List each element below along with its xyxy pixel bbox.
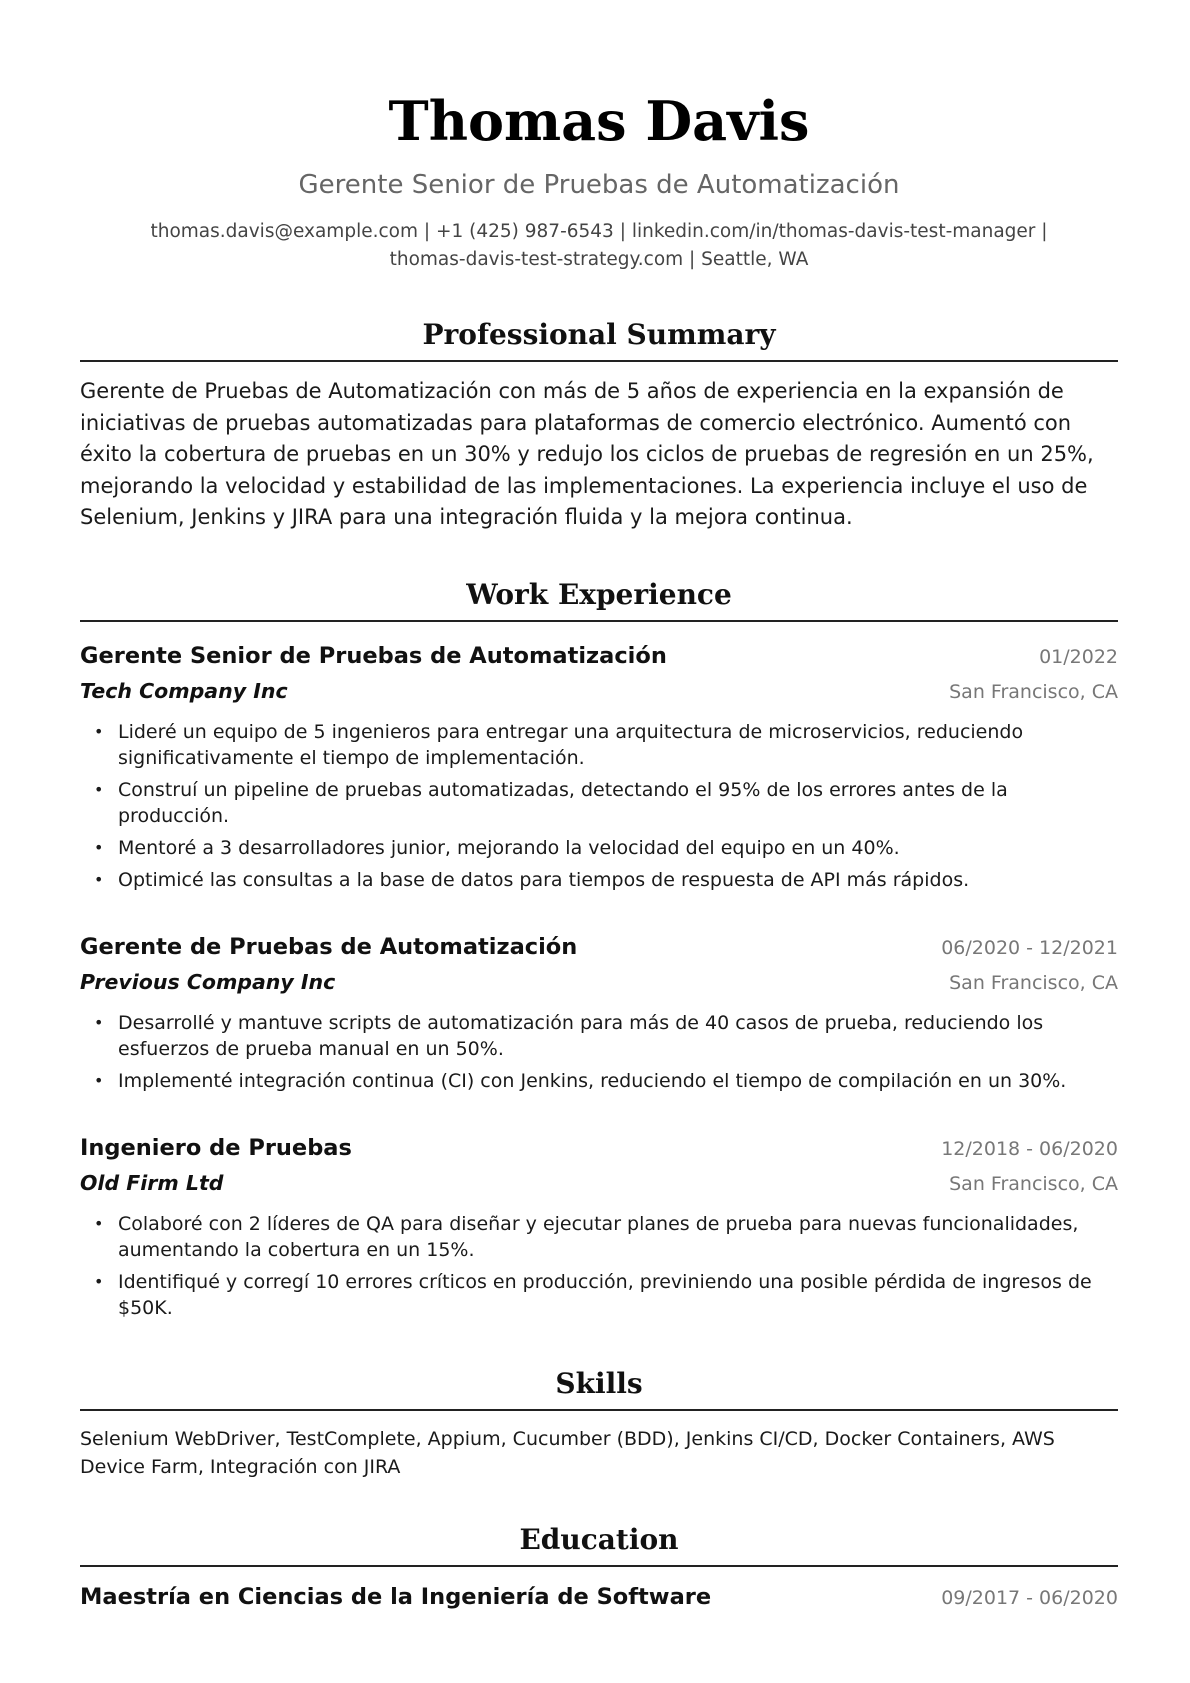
candidate-name: Thomas Davis — [388, 89, 810, 153]
job-bullet: • Colaboré con 2 líderes de QA para diseñar y ejecutar planes de prueba para nuevas funcionalidades, aumentando la cobertura en un 15%. — [80, 1211, 1118, 1263]
job-bullets — [80, 1211, 1118, 1321]
section-title-skills: Skills — [80, 1365, 1118, 1411]
section-title-summary: Professional Summary — [80, 316, 1118, 362]
job-bullet: • Identifiqué y corregí 10 errores críticos en producción, previniendo una posible pérdida de ingresos de $50K. — [80, 1269, 1118, 1321]
job-entry — [80, 931, 1118, 1094]
job-title: Gerente Senior de Pruebas de Automatización — [80, 642, 667, 669]
job-entry — [80, 1132, 1118, 1321]
job-location: San Francisco, CA — [949, 680, 1118, 703]
job-bullets — [80, 719, 1118, 893]
summary-text: Gerente de Pruebas de Automatización con más de 5 años de experiencia en la expansión de iniciativas de pruebas automatizadas para plataformas de comercio electrónico. Aumentó con éxito la cobertura de pruebas en un 30% y redujo los ciclos de pruebas de regresión en un 25%, mejorando la velocidad y estabilidad de las implementaciones. La experiencia incluye el uso de Selenium, Jenkins y JIRA para una integración fluida y la mejora continua. — [80, 379, 1094, 529]
education-entry — [80, 1581, 1118, 1614]
job-bullet: • Construí un pipeline de pruebas automatizadas, detectando el 95% de los errores antes de la producción. — [80, 777, 1118, 829]
job-date: 01/2022 — [1039, 645, 1118, 668]
education-date: 09/2017 - 06/2020 — [941, 1586, 1118, 1609]
section-title-education: Education — [80, 1521, 1118, 1567]
job-title: Gerente de Pruebas de Automatización — [80, 933, 578, 960]
job-bullet: • Implementé integración continua (CI) con Jenkins, reduciendo el tiempo de compilación en un 30%. — [80, 1068, 1118, 1094]
job-location: San Francisco, CA — [949, 1172, 1118, 1195]
job-bullet: • Lideré un equipo de 5 ingenieros para entregar una arquitectura de microservicios, reduciendo significativamente el tiempo de implementación. — [80, 719, 1118, 771]
job-company: Previous Company Inc — [80, 969, 336, 994]
job-title: Ingeniero de Pruebas — [80, 1134, 352, 1161]
job-bullet: • Mentoré a 3 desarrolladores junior, mejorando la velocidad del equipo en un 40%. — [80, 835, 1118, 861]
resume-page — [80, 0, 1118, 1614]
job-entry — [80, 640, 1118, 893]
job-bullet: • Optimicé las consultas a la base de datos para tiempos de respuesta de API más rápidos. — [80, 867, 1118, 893]
job-date: 06/2020 - 12/2021 — [941, 936, 1118, 959]
education-degree: Maestría en Ciencias de la Ingeniería de Software — [80, 1583, 712, 1610]
skills-text: Selenium WebDriver, TestComplete, Appium, Cucumber (BDD), Jenkins CI/CD, Docker Containers, AWS Device Farm, Integración con JIRA — [80, 1427, 1055, 1478]
contact-info: thomas.davis@example.com | +1 (425) 987-6543 | linkedin.com/in/thomas-davis-test-manager | thomas-davis-test-strategy.com | Seattle, WA — [150, 221, 1048, 270]
candidate-headline: Gerente Senior de Pruebas de Automatización — [298, 170, 900, 200]
job-company: Tech Company Inc — [80, 678, 288, 703]
job-company: Old Firm Ltd — [80, 1170, 224, 1195]
job-bullets — [80, 1010, 1118, 1094]
job-date: 12/2018 - 06/2020 — [941, 1137, 1118, 1160]
job-location: San Francisco, CA — [949, 971, 1118, 994]
section-title-work: Work Experience — [80, 576, 1118, 622]
job-bullet: • Desarrollé y mantuve scripts de automatización para más de 40 casos de prueba, reduciendo los esfuerzos de prueba manual en un 50%. — [80, 1010, 1118, 1062]
